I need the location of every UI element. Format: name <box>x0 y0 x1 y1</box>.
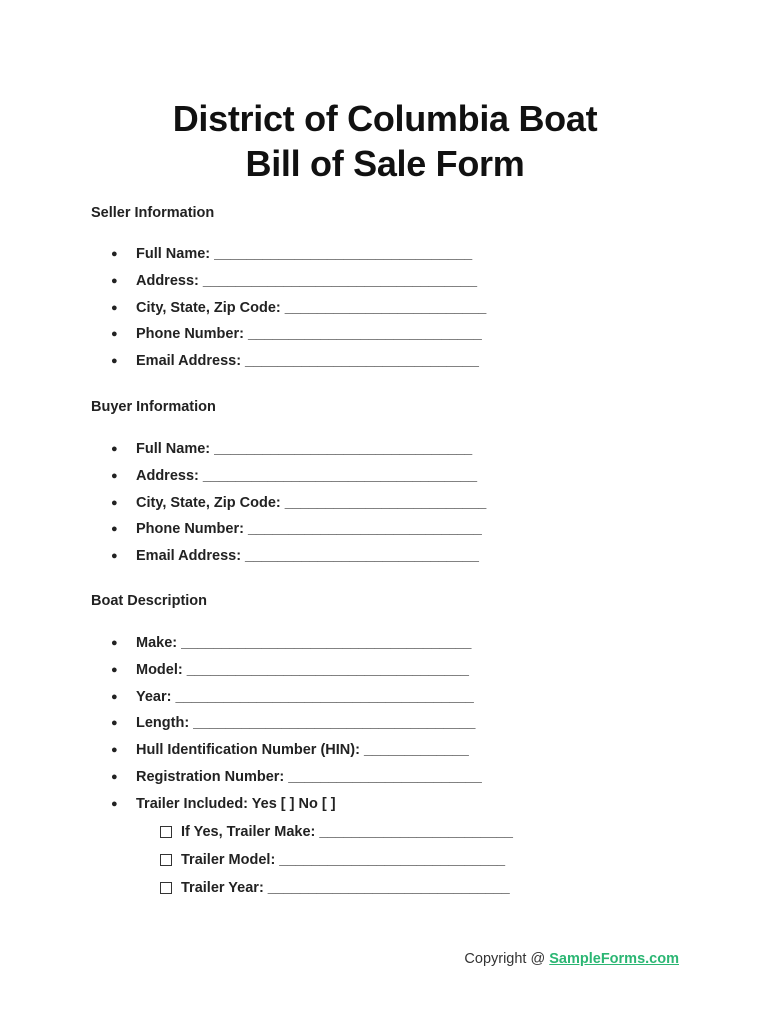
field-label: Trailer Included: Yes [ ] No [ ] <box>136 795 336 812</box>
seller-field-list <box>111 246 486 380</box>
field-label: Phone Number: _____________________________ <box>136 521 482 538</box>
field-label: Model: ___________________________________ <box>136 661 469 678</box>
bullet-icon: ● <box>111 550 118 563</box>
field-label: Full Name: ________________________________ <box>136 246 473 262</box>
bullet-icon: ● <box>111 328 118 341</box>
bullet-icon: ● <box>111 443 118 455</box>
bullet-icon: ● <box>111 717 118 730</box>
boat-trailer-included-field[interactable] <box>111 796 482 823</box>
buyer-phone-field[interactable] <box>111 521 486 548</box>
field-label: Email Address: _____________________________ <box>136 353 479 370</box>
bullet-icon: ● <box>111 770 118 783</box>
bullet-icon: ● <box>111 637 118 649</box>
bullet-icon: ● <box>111 523 118 536</box>
copyright-footer <box>464 951 679 967</box>
boat-registration-field[interactable] <box>111 769 482 796</box>
title-line-2: Bill of Sale Form <box>245 143 525 184</box>
bullet-icon: ● <box>111 797 118 810</box>
field-label: Phone Number: _____________________________ <box>136 326 482 343</box>
brand-link[interactable]: SampleForms.com <box>549 951 679 967</box>
seller-email-field[interactable] <box>111 353 486 380</box>
trailer-field-list <box>160 824 513 908</box>
field-label: Address: __________________________________ <box>136 272 478 289</box>
checkbox-icon[interactable] <box>160 882 172 894</box>
field-label: Hull Identification Number (HIN): _____________ <box>136 742 469 759</box>
seller-full-name-field[interactable] <box>111 246 486 273</box>
page-title <box>0 96 770 186</box>
field-label: Registration Number: ________________________ <box>136 768 482 785</box>
boat-heading: Boat Description <box>91 593 208 609</box>
field-label: Length: ___________________________________ <box>136 715 476 732</box>
bullet-icon: ● <box>111 248 118 260</box>
checkbox-icon[interactable] <box>160 854 172 866</box>
boat-field-list <box>111 635 482 823</box>
checkbox-icon[interactable] <box>160 826 172 838</box>
field-label: Year: _____________________________________ <box>136 688 474 705</box>
boat-make-field[interactable] <box>111 635 482 662</box>
buyer-field-list <box>111 441 486 575</box>
buyer-full-name-field[interactable] <box>111 441 486 468</box>
seller-phone-field[interactable] <box>111 326 486 353</box>
bullet-icon: ● <box>111 469 118 482</box>
field-label: Full Name: ________________________________ <box>136 441 473 457</box>
seller-city-state-zip-field[interactable] <box>111 300 486 327</box>
field-label: City, State, Zip Code: _________________________ <box>136 299 487 316</box>
field-label: Trailer Year: ______________________________ <box>181 880 510 896</box>
title-line-1: District of Columbia Boat <box>172 98 598 139</box>
field-label: Address: __________________________________ <box>136 467 478 484</box>
field-label: Email Address: _____________________________ <box>136 548 479 565</box>
buyer-city-state-zip-field[interactable] <box>111 495 486 522</box>
trailer-model-field[interactable] <box>160 852 513 880</box>
bullet-icon: ● <box>111 690 118 703</box>
field-label: Make: ____________________________________ <box>136 635 472 651</box>
field-label: Trailer Model: ____________________________ <box>181 852 506 868</box>
boat-year-field[interactable] <box>111 689 482 716</box>
bullet-icon: ● <box>111 496 118 509</box>
boat-model-field[interactable] <box>111 662 482 689</box>
boat-hin-field[interactable] <box>111 742 482 769</box>
buyer-heading: Buyer Information <box>91 399 216 415</box>
buyer-address-field[interactable] <box>111 468 486 495</box>
bullet-icon: ● <box>111 301 118 314</box>
trailer-year-field[interactable] <box>160 880 513 908</box>
bullet-icon: ● <box>111 744 118 757</box>
seller-address-field[interactable] <box>111 273 486 300</box>
bullet-icon: ● <box>111 663 118 676</box>
seller-heading: Seller Information <box>91 205 215 221</box>
field-label: City, State, Zip Code: _________________________ <box>136 494 487 511</box>
field-label: If Yes, Trailer Make: ________________________ <box>181 824 513 840</box>
bullet-icon: ● <box>111 355 118 368</box>
bullet-icon: ● <box>111 274 118 287</box>
trailer-make-field[interactable] <box>160 824 513 852</box>
buyer-email-field[interactable] <box>111 548 486 575</box>
copyright-text: Copyright @ <box>464 951 550 967</box>
boat-length-field[interactable] <box>111 715 482 742</box>
